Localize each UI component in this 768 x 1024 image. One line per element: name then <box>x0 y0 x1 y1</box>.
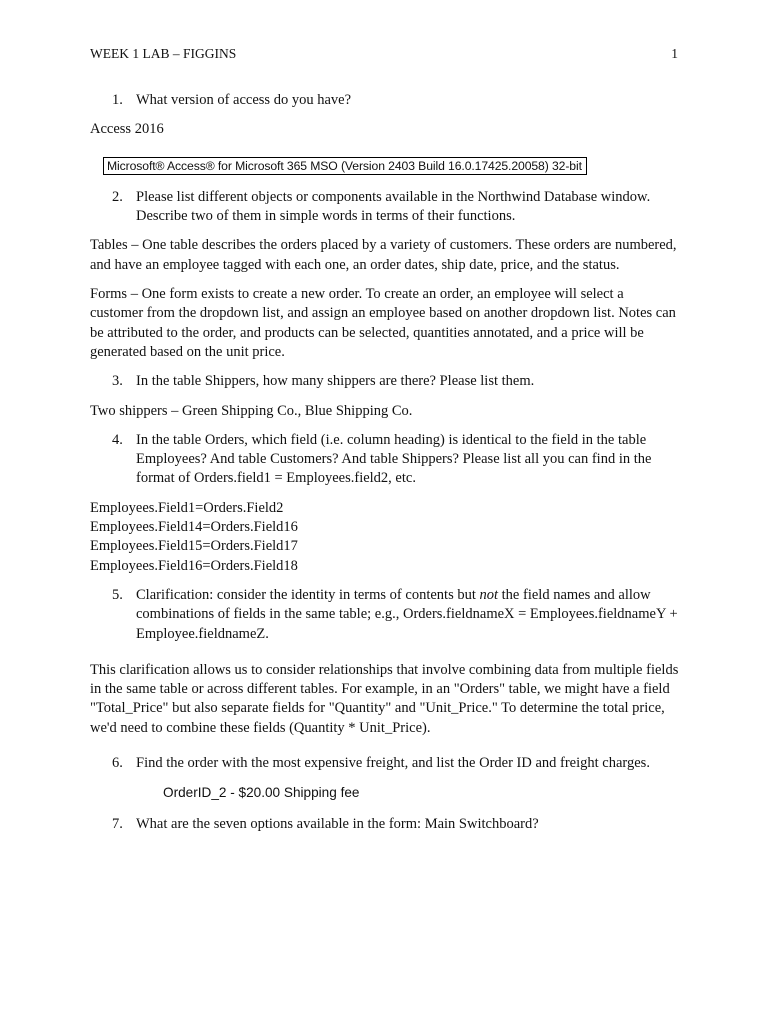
answer-2-forms: Forms – One form exists to create a new order. To create an order, an employee will select a customer from the dropdown list, and assign an employee based on another dropdown list. Notes can be attributed to the order, and products can be selected, quantities annotated, and a price will be generated based on the unit price. <box>90 286 676 360</box>
question-text: In the table Orders, which field (i.e. column heading) is identical to the field in the table Employees? And table Customers? And table Shippers? Please list all you can find in the format of Orders.field1 = Employees.field2, etc. <box>136 431 652 487</box>
answer-3: Two shippers – Green Shipping Co., Blue Shipping Co. <box>90 402 413 419</box>
answer-1: Access 2016 <box>90 121 164 138</box>
question-number: 2. <box>112 188 123 205</box>
list-item: Employees.Field16=Orders.Field18 <box>90 557 298 574</box>
question-text: What version of access do you have? <box>136 92 352 108</box>
answer-6: OrderID_2 - $20.00 Shipping fee <box>163 785 360 801</box>
page-number: 1 <box>671 46 678 61</box>
document-body <box>90 91 680 834</box>
version-box-wrapper <box>90 157 680 176</box>
question-2 <box>90 188 680 227</box>
question-number: 7. <box>112 815 123 832</box>
question-number: 3. <box>112 373 123 390</box>
question-text: In the table Shippers, how many shippers are there? Please list them. <box>136 373 535 390</box>
header-title: WEEK 1 LAB – FIGGINS <box>90 46 237 61</box>
version-box: Microsoft® Access® for Microsoft 365 MSO (Version 2403 Build 16.0.17425.20058) 32-bit <box>103 157 587 175</box>
list-item: Employees.Field14=Orders.Field16 <box>90 519 298 536</box>
question-3 <box>90 372 680 391</box>
question-6 <box>90 754 680 773</box>
answer-2-tables: Tables – One table describes the orders placed by a variety of customers. These orders are numbered, and have an employee tagged with each one, an order dates, ship date, price, and the status. <box>90 237 677 273</box>
question-number: 6. <box>112 755 123 772</box>
question-number: 5. <box>112 586 123 603</box>
list-item: Employees.Field15=Orders.Field17 <box>90 538 298 555</box>
question-text-emphasis: not <box>479 586 499 603</box>
question-text: Please list different objects or components available in the Northwind Database window. Describe two of them in simple words in terms of their functions. <box>136 188 651 225</box>
question-text <box>136 586 680 644</box>
question-number: 1. <box>112 92 123 108</box>
question-text: What are the seven options available in the form: Main Switchboard? <box>136 815 539 832</box>
answer-5: This clarification allows us to consider relationships that involve combining data from multiple fields in the same table or across different tables. For example, in an "Orders" table, we might have a field "Total_Price" but also separate fields for "Quantity" and "Unit_Price." To determine the total price, we'd need to combine these fields (Quantity * Unit_Price). <box>90 661 679 736</box>
list-item: Employees.Field1=Orders.Field2 <box>90 499 284 516</box>
question-5 <box>90 586 680 644</box>
question-text: Find the order with the most expensive freight, and list the Order ID and freight charges. <box>136 755 650 772</box>
answer-4-field-list <box>90 499 680 576</box>
question-text-part: Clarification: consider the identity in terms of contents but <box>136 586 480 603</box>
question-7 <box>90 815 680 834</box>
question-number: 4. <box>112 431 123 448</box>
question-text-part: the field names and allow combinations of fields in the same table; e.g., Orders.fieldnameX = Employees.fieldnameY + Employee.fieldnameZ. <box>136 586 678 642</box>
question-4 <box>90 431 680 489</box>
page-header <box>90 44 678 63</box>
question-1 <box>90 91 680 110</box>
